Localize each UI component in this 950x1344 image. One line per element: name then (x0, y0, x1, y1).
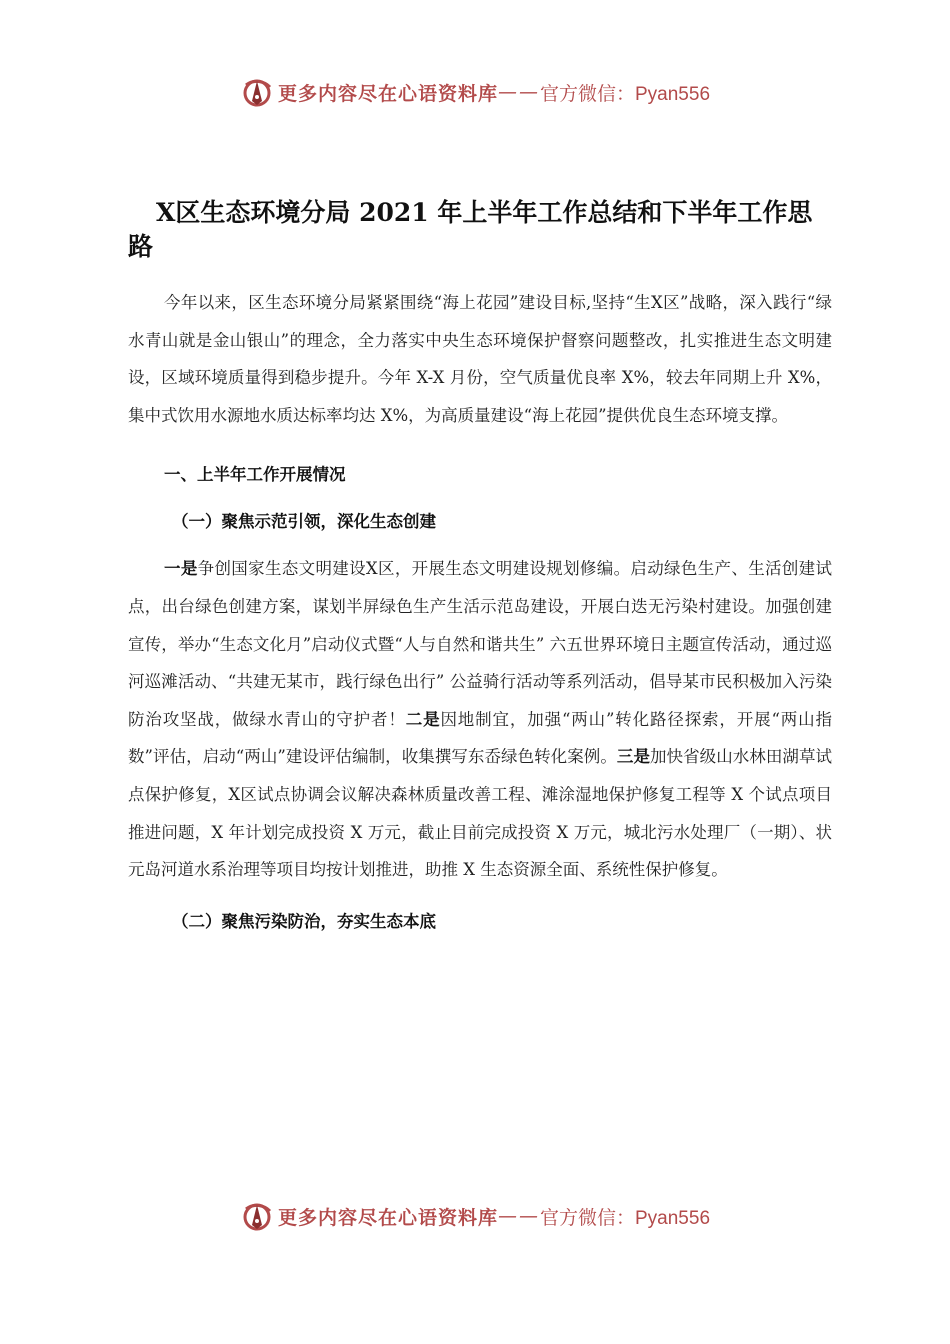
banner-dash: —— (498, 81, 540, 103)
banner-wechat: 官方微信：Pyan556 (540, 83, 711, 105)
lead-one: 一是 (164, 559, 198, 579)
measures-paragraph (128, 550, 832, 888)
banner-text: 更多内容尽在心语资料库 (277, 1206, 498, 1229)
measure-one-text: 争创国家生态文明建设X区，开展生态文明建设规划修编。启动绿色生产、生活创建试点，出台绿色创建方案，谋划半屏绿色生产生活示范岛建设，开展白迭无污染村建设。加强创建宣传，举办“生态文化月”启动仪式暨“人与自然和谐共生” 六五世界环境日主题宣传活动，通过巡河巡滩活动、“共建无某市，践行绿色出行” 公益骑行活动等系列活动，倡导某市民积极加入污染防治攻坚战，做绿水青山的守护者！ (128, 559, 832, 729)
measure-three-text: 加快省级山水林田湖草试点保护修复，X区试点协调会议解决森林质量改善工程、滩涂湿地保护修复工程等 X 个试点项目推进问题，X 年计划完成投资 X 万元，截止目前完成投资 X 万元，城北污水处理厂（一期）、状元岛河道水系治理等项目均按计划推进，助推 X 生态资源全面、系统性保护修复。 (128, 747, 833, 880)
banner-wechat: 官方微信：Pyan556 (540, 1207, 711, 1229)
footer-banner (0, 1196, 950, 1236)
subsection-heading-1: （一）聚焦示范引领，深化生态创建 (172, 512, 436, 532)
banner-dash: —— (498, 1205, 540, 1227)
document-title: X区生态环境分局 2021 年上半年工作总结和下半年工作思路 (128, 198, 813, 261)
pen-swirl-logo-icon (240, 75, 274, 109)
intro-paragraph: 今年以来，区生态环境分局紧紧围绕“海上花园”建设目标,坚持“生X区”战略，深入践行“绿水青山就是金山银山”的理念，全力落实中央生态环境保护督察问题整改，扎实推进生态文明建设，区域环境质量得到稳步提升。今年 X-X 月份，空气质量优良率 X%，较去年同期上升 X%，集中式饮用水源地水质达标率均达 X%，为高质量建设“海上花园”提供优良生态环境支撑。 (128, 293, 832, 425)
banner-text: 更多内容尽在心语资料库 (277, 82, 498, 105)
document-body (128, 196, 832, 950)
section-heading-1: 一、上半年工作开展情况 (164, 465, 346, 485)
header-banner (0, 72, 950, 112)
measure-two-text: 因地制宜，加强“两山”转化路径探索，开展“两山指数”评估，启动“两山”建设评估编制，收集撰写东岙绿色转化案例。 (128, 709, 832, 767)
lead-two: 二是 (405, 709, 441, 729)
pen-swirl-logo-icon (240, 1199, 274, 1233)
lead-three: 三是 (616, 747, 650, 767)
subsection-heading-2: （二）聚焦污染防治，夯实生态本底 (172, 911, 436, 931)
